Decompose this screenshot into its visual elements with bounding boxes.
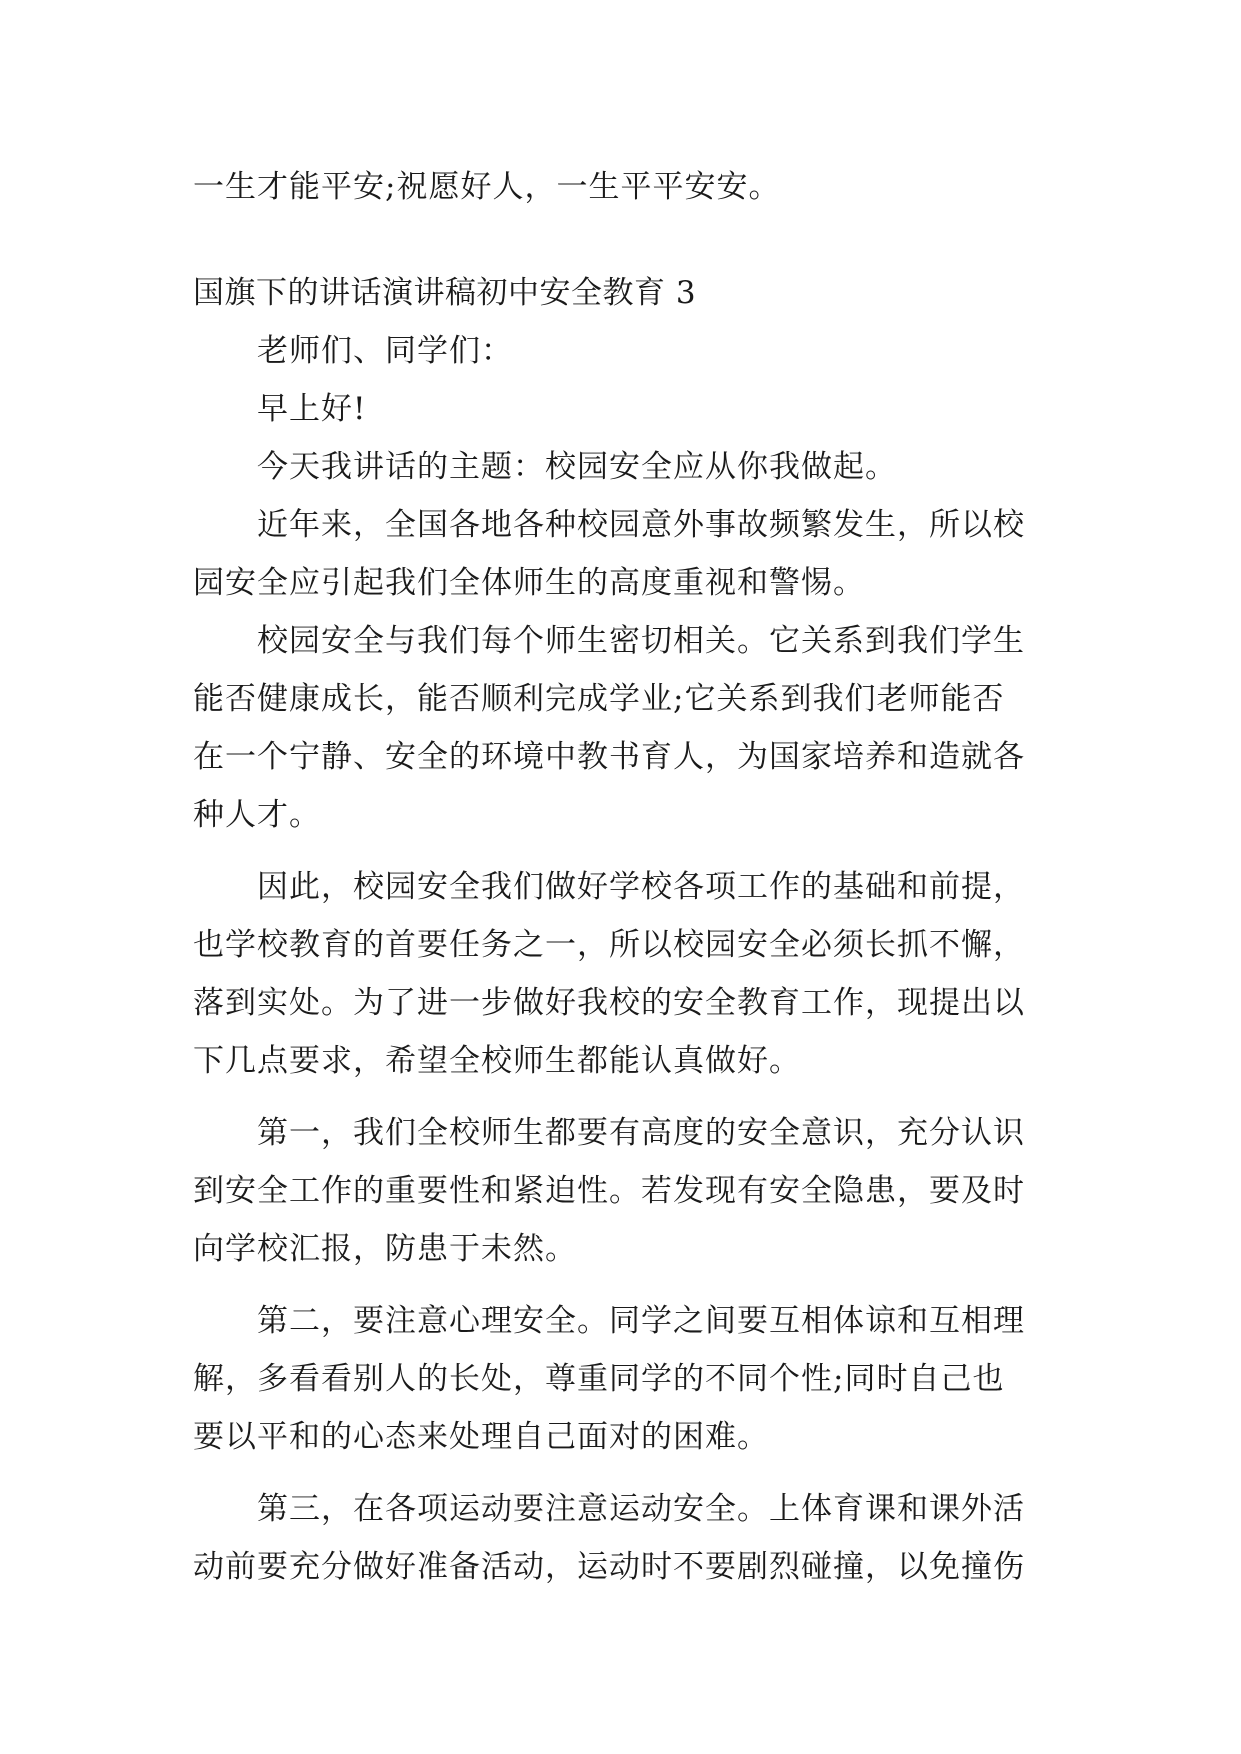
- paragraph-line: 动前要充分做好准备活动，运动时不要剧烈碰撞，以免撞伤: [193, 1549, 1025, 1585]
- intro-line: 一生才能平安;祝愿好人，一生平平安安。: [193, 169, 781, 205]
- paragraph-line: 向学校汇报，防患于未然。: [193, 1231, 577, 1267]
- section-heading: 国旗下的讲话演讲稿初中安全教育 3: [193, 275, 697, 311]
- greeting: 早上好!: [257, 391, 367, 427]
- paragraph-line: 解，多看看别人的长处，尊重同学的不同个性;同时自己也: [193, 1361, 1005, 1397]
- paragraph: [193, 858, 1053, 1090]
- paragraph: [193, 1480, 1053, 1596]
- paragraph-line: 在一个宁静、安全的环境中教书育人，为国家培养和造就各: [193, 739, 1025, 775]
- paragraph: [193, 612, 1053, 844]
- paragraph-line: 第一，我们全校师生都要有高度的安全意识，充分认识: [257, 1115, 1025, 1151]
- document-body: [193, 158, 1053, 1596]
- paragraph-line: 到安全工作的重要性和紧迫性。若发现有安全隐患，要及时: [193, 1173, 1025, 1209]
- paragraph-line: 要以平和的心态来处理自己面对的困难。: [193, 1419, 769, 1455]
- paragraph: [193, 1104, 1053, 1278]
- paragraph-line: 第二，要注意心理安全。同学之间要互相体谅和互相理: [257, 1303, 1025, 1339]
- paragraph-line: 下几点要求，希望全校师生都能认真做好。: [193, 1043, 801, 1079]
- paragraph: [193, 1292, 1053, 1466]
- paragraph-line: 第三，在各项运动要注意运动安全。上体育课和课外活: [257, 1491, 1025, 1527]
- paragraph-line: 因此，校园安全我们做好学校各项工作的基础和前提，: [257, 869, 1025, 905]
- paragraph: [193, 438, 1053, 496]
- paragraph-line: 今天我讲话的主题：校园安全应从你我做起。: [257, 449, 897, 485]
- salutation: 老师们、同学们：: [257, 333, 513, 369]
- paragraph-line: 落到实处。为了进一步做好我校的安全教育工作，现提出以: [193, 985, 1025, 1021]
- paragraph-line: 种人才。: [193, 797, 321, 833]
- paragraph-line: 校园安全与我们每个师生密切相关。它关系到我们学生: [257, 623, 1025, 659]
- paragraph-line: 也学校教育的首要任务之一，所以校园安全必须长抓不懈，: [193, 927, 1025, 963]
- paragraph: [193, 496, 1053, 612]
- paragraph-line: 能否健康成长，能否顺利完成学业;它关系到我们老师能否: [193, 681, 1005, 717]
- paragraph-line: 园安全应引起我们全体师生的高度重视和警惕。: [193, 565, 865, 601]
- paragraph-line: 近年来，全国各地各种校园意外事故频繁发生，所以校: [257, 507, 1025, 543]
